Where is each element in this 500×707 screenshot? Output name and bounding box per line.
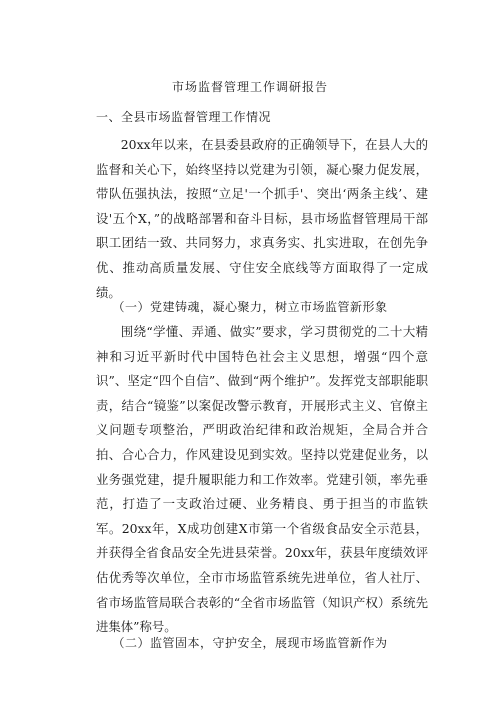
paragraph-party-building: 围绕“学懂、弄通、做实”要求，学习贯彻党的二十大精神和习近平新时代中国特色社会主义思想，增强“四个意识”、坚定“四个自信”、做到“两个维护”。发挥党支部职能职责，结合“镜鉴”以案促改警示教育，开展形式主义、官僚主义问题专项整治，严明政治纪律和政治规矩，全局合并合拍、合心合力，作风建设见到实效。坚持以党建促业务，以业务强党建，提升履职能力和工作效率。党建引领，率先垂范，打造了一支政治过硬、业务精良、勇于担当的市监铁军。20xx年，X成功创建X市第一个省级食品安全示范县，并获得全省食品安全先进县荣誉。20xx年，获县年度绩效评估优秀等次单位，全市市场监管系统先进单位，省人社厅、省市场监管局联合表彰的“全省市场监管（知识产权）系统先进集体”称号。 — [96, 324, 428, 635]
subsection-heading-1: （一）党建铸魂，凝心聚力，树立市场监管新形象 — [112, 300, 388, 314]
paragraph-overview: 20xx年以来，在县委县政府的正确领导下，在县人大的监督和关心下，始终坚持以党建为引领，凝心聚力促发展，带队伍强执法，按照“立足'一个抓手'、突出‘两条主线’、建设'五个X，”的战略部署和奋斗目标，县市场监督管理局干部职工团结一致、共同努力，求真务实、扎实进取，在创先争优、推动高质量发展、守住安全底线等方面取得了一定成绩。 — [96, 137, 428, 300]
subsection-heading-2: （二）监管固本，守护安全，展现市场监管新作为 — [112, 636, 388, 650]
document-title: 市场监督管理工作调研报告 — [171, 80, 328, 94]
section-heading-1: 一、全县市场监督管理工作情况 — [96, 110, 272, 124]
